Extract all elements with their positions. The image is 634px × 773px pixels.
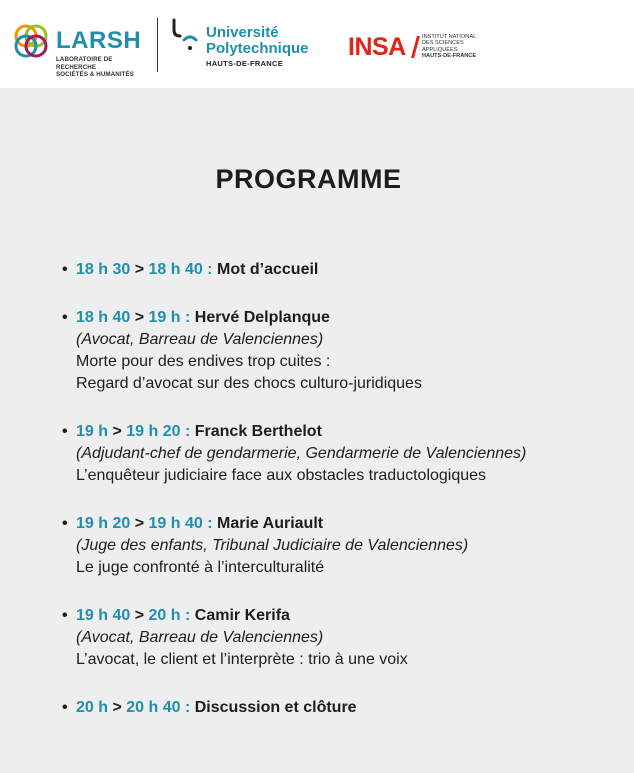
bullet-icon: •	[62, 607, 68, 624]
insa-subtitle-line4: HAUTS-DE-FRANCE	[422, 53, 477, 60]
uphf-name-line2: Polytechnique	[206, 40, 309, 57]
bullet-icon: •	[62, 309, 68, 326]
arrow-separator: >	[112, 423, 122, 440]
talk-title-line1: L’avocat, le client et l’interprète : trio à une voix	[76, 651, 408, 668]
larsh-subtitle-line2: SOCIÉTÉS & HUMANITÉS	[56, 71, 134, 78]
speaker-role: (Juge des enfants, Tribunal Judiciaire de Valenciennes)	[76, 537, 469, 554]
end-time: 19 h 20 :	[126, 423, 191, 440]
start-time: 19 h	[76, 423, 109, 440]
arrow-separator: >	[134, 515, 145, 532]
larsh-subtitle-line1: LABORATOIRE DE RECHERCHE	[56, 56, 113, 71]
insa-subtitle-line2: DES SCIENCES	[422, 40, 464, 47]
larsh-name: LARSH	[56, 27, 142, 54]
program-item-heading	[62, 259, 622, 281]
program-item	[62, 259, 622, 281]
insa-subtitle-line3: APPLIQUÉES	[422, 46, 458, 53]
logo-divider	[157, 18, 158, 72]
uphf-logo-icon	[170, 18, 202, 52]
arrow-separator: >	[134, 261, 145, 278]
bullet-icon: •	[62, 515, 68, 532]
program-item	[62, 605, 622, 671]
speaker-role: (Avocat, Barreau de Valenciennes)	[76, 629, 324, 646]
uphf-name-line1: Université	[206, 24, 279, 41]
insa-name: INSA	[348, 33, 406, 61]
speaker-name: Marie Auriault	[217, 515, 324, 532]
insa-subtitle-line1: INSTITUT NATIONAL	[422, 34, 477, 40]
larsh-logo	[12, 22, 152, 78]
end-time: 18 h 40 :	[148, 261, 213, 278]
speaker-name: Camir Kerifa	[194, 607, 290, 624]
program-item-heading	[62, 605, 622, 627]
program-item-heading	[62, 421, 622, 443]
start-time: 19 h 40	[76, 607, 131, 624]
talk-title-line1: Le juge confronté à l’interculturalité	[76, 559, 325, 576]
insa-bar-icon	[411, 36, 420, 58]
program-item-heading	[62, 697, 622, 719]
end-time: 20 h 40 :	[126, 699, 191, 716]
page-title: PROGRAMME	[215, 164, 402, 194]
start-time: 19 h 20	[76, 515, 131, 532]
bullet-icon: •	[62, 423, 68, 440]
talk-title-line2: Regard d’avocat sur des chocs culturo-juridiques	[76, 375, 422, 392]
larsh-logo-icon	[12, 22, 52, 60]
bullet-icon: •	[62, 699, 68, 716]
larsh-subtitle	[56, 56, 152, 79]
end-time: 19 h 40 :	[148, 515, 213, 532]
uphf-logo	[170, 18, 320, 78]
program-item	[62, 513, 622, 579]
speaker-name: Hervé Delplanque	[194, 309, 330, 326]
start-time: 20 h	[76, 699, 109, 716]
bullet-icon: •	[62, 261, 68, 278]
speaker-name: Discussion et clôture	[194, 699, 357, 716]
insa-logo	[348, 34, 488, 64]
speaker-role: (Adjudant-chef de gendarmerie, Gendarmerie de Valenciennes)	[76, 445, 527, 462]
talk-title-line1: Morte pour des endives trop cuites :	[76, 353, 331, 370]
start-time: 18 h 30	[76, 261, 131, 278]
program-item	[62, 697, 622, 719]
arrow-separator: >	[112, 699, 122, 716]
end-time: 19 h :	[148, 309, 191, 326]
program-item	[62, 421, 622, 487]
end-time: 20 h :	[148, 607, 191, 624]
talk-title-line1: L’enquêteur judiciaire face aux obstacles traductologiques	[76, 467, 487, 484]
start-time: 18 h 40	[76, 309, 131, 326]
insa-subtitle	[422, 34, 476, 60]
speaker-name: Mot d’accueil	[217, 261, 319, 278]
arrow-separator: >	[134, 607, 145, 624]
header-logos	[0, 0, 634, 88]
uphf-subtitle: HAUTS-DE-FRANCE	[206, 59, 283, 68]
arrow-separator: >	[134, 309, 145, 326]
speaker-role: (Avocat, Barreau de Valenciennes)	[76, 331, 324, 348]
program-item-heading	[62, 307, 622, 329]
program-item-heading	[62, 513, 622, 535]
speaker-name: Franck Berthelot	[194, 423, 322, 440]
program-item	[62, 307, 622, 395]
